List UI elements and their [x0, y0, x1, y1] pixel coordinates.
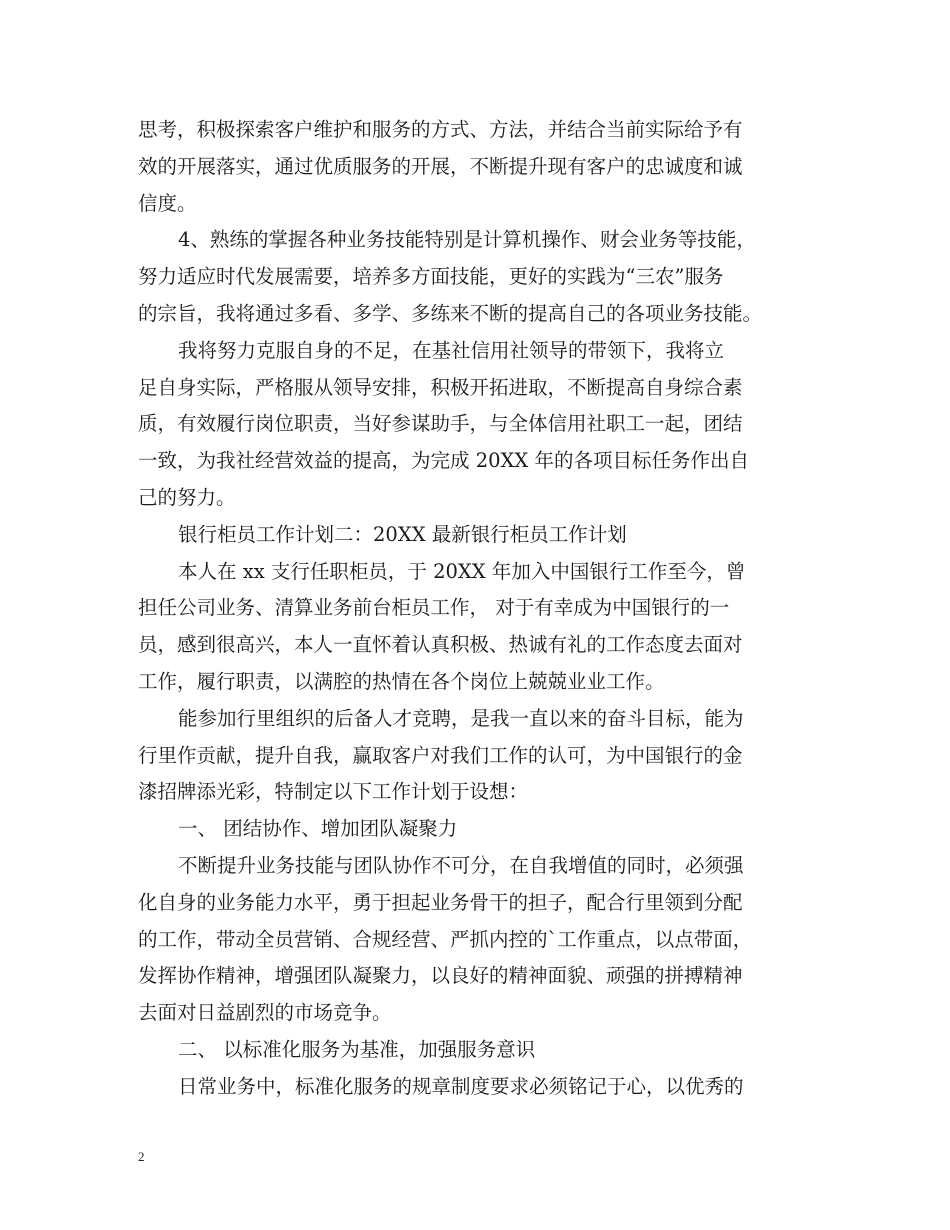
- text-line: 行里作贡献，提升自我，赢取客户对我们工作的认可，为中国银行的金: [138, 743, 743, 767]
- text-line: 思考，积极探索客户维护和服务的方式、方法，并结合当前实际给予有: [138, 118, 743, 141]
- text-line: 去面对日益剧烈的市场竞争。: [138, 1001, 392, 1025]
- text-line: 的工作，带动全员营销、合规经营、严抓内控的`工作重点，以点带面，: [138, 927, 753, 951]
- text-line: 我将努力克服自身的不足，在基社信用社领导的带领下，我将立: [178, 338, 725, 362]
- text-line: 信度。: [138, 191, 197, 215]
- text-line: 发挥协作精神，增强团队凝聚力，以良好的精神面貌、顽强的拼搏精神: [138, 964, 743, 988]
- text-line: 漆招牌添光彩，特制定以下工作计划于设想：: [138, 780, 529, 804]
- text-line: 质，有效履行岗位职责，当好参谋助手，与全体信用社职工一起，团结: [138, 412, 743, 436]
- section-heading: 银行柜员工作计划二：20XX 最新银行柜员工作计划: [178, 522, 627, 546]
- page-number: 2: [138, 1149, 145, 1164]
- text-line: 本人在 xx 支行任职柜员，于 20XX 年加入中国银行工作至今，曾: [178, 559, 746, 583]
- text-line: 工作，履行职责，以满腔的热情在各个岗位上兢兢业业工作。: [138, 669, 665, 693]
- text-line: 化自身的业务能力水平，勇于担起业务骨干的担子，配合行里领到分配: [138, 890, 743, 914]
- text-line: 不断提升业务技能与团队协作不可分，在自我增值的同时，必须强: [178, 853, 744, 877]
- text-line: 的宗旨，我将通过多看、多学、多练来不断的提高自己的各项业务技能。: [138, 301, 763, 325]
- subsection-heading: 一、 团结协作、增加团队凝聚力: [178, 817, 458, 841]
- text-line: 足自身实际，严格服从领导安排，积极开拓进取，不断提高自身综合素: [138, 375, 743, 399]
- text-line: 努力适应时代发展需要，培养多方面技能，更好的实践为“三农”服务: [138, 265, 724, 289]
- text-line: 效的开展落实，通过优质服务的开展，不断提升现有客户的忠诚度和诚: [138, 154, 743, 178]
- text-line: 能参加行里组织的后备人才竞聘，是我一直以来的奋斗目标，能为: [178, 706, 744, 730]
- text-line: 日常业务中，标准化服务的规章制度要求必须铭记于心，以优秀的: [178, 1074, 744, 1098]
- document-body: [138, 112, 818, 1106]
- text-line: 己的努力。: [138, 485, 236, 509]
- text-line: 一致，为我社经营效益的提高，为完成 20XX 年的各项目标任务作出自: [138, 449, 749, 473]
- text-line: 员，感到很高兴，本人一直怀着认真积极、热诚有礼的工作态度去面对: [138, 633, 743, 657]
- text-line: 担任公司业务、清算业务前台柜员工作， 对于有幸成为中国银行的一: [138, 596, 730, 620]
- text-line: 4、熟练的掌握各种业务技能特别是计算机操作、财会业务等技能，: [178, 228, 756, 252]
- subsection-heading: 二、 以标准化服务为基准，加强服务意识: [178, 1037, 536, 1061]
